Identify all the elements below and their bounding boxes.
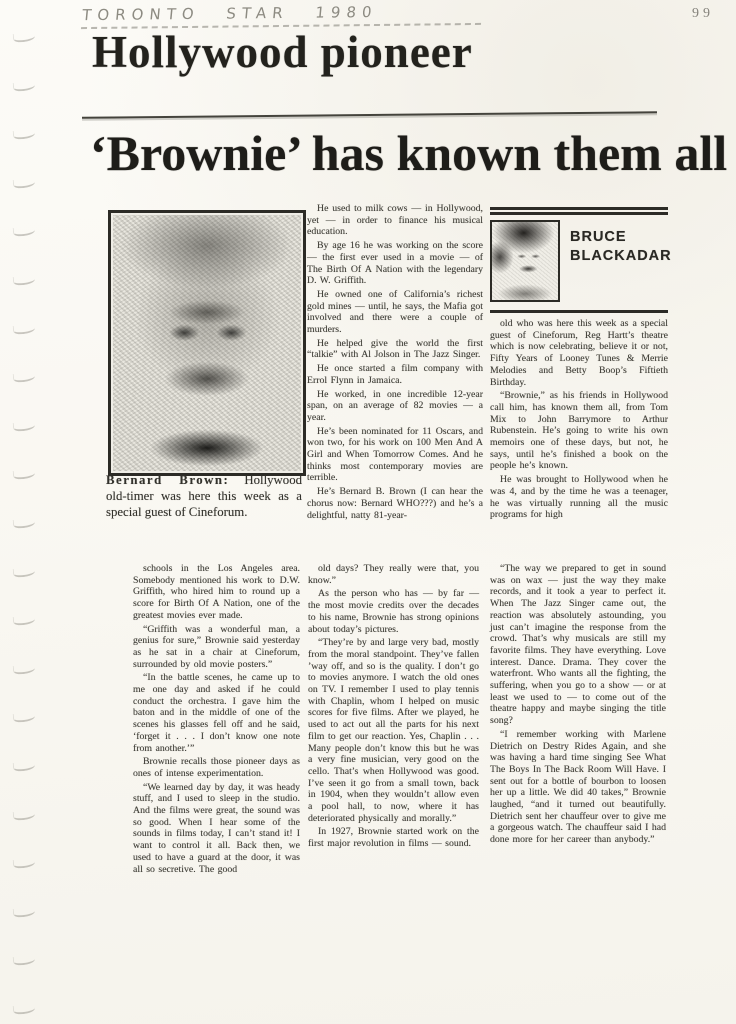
article-paragraph: old who was here this week as a special guest of Cineforum, Reg Hartt’s theatre which is now celebrating, believe it or not, Fifty Years of Looney Tunes & Merrie Melodies and Betty Boop’s Fiftieth Birthday.: [490, 318, 668, 388]
photo-caption-lead: Bernard Brown:: [106, 473, 230, 487]
article-paragraph: He used to milk cows — in Hollywood, yet — in order to finance his musical education.: [307, 203, 483, 238]
bernard-brown-photo: [108, 210, 306, 476]
article-paragraph: He was brought to Hollywood when he was 4, and by the time he was a teenager, he was virtually running all the music programs for high: [490, 474, 668, 521]
article-paragraph: He owned one of California’s richest gold mines — until, he says, the Mafia got involved and there were a couple of murders.: [307, 288, 483, 336]
headline-rule: [82, 111, 657, 119]
page-number: 99: [692, 6, 714, 21]
article-paragraph: “We learned day by day, it was heady stuff, and I used to sleep in the studio. And the films were great, the sound was so good. When I hear some of the sounds in films today, I can’t stand it! I want to control it all. Back then, we used to have a guard at the door, it was all so secretive. The good: [133, 781, 300, 875]
article-paragraph: “The way we prepared to get in sound was on wax — just the way they make records, and it took a year to perfect it. When The Jazz Singer came out, the reaction was absolutely astounding, you just can’t imagine the response from the crowd. That’s why musicals are still my favorite films. They have everything. Love interest. Dance. Drama. They cover the waterfront. Who wants all the fighting, the suffering, when you go to a show — or at least we used to — to come out of the theatre happy and maybe singing the title song?: [490, 563, 666, 727]
article-column-bottom-left: [133, 563, 300, 877]
article-paragraph: He once started a film company with Errol Flynn in Jamaica.: [307, 363, 483, 386]
kicker-headline: Hollywood pioneer: [92, 27, 473, 77]
byline-box: [490, 207, 672, 313]
article-paragraph: “Brownie,” as his friends in Hollywood call him, has known them all, from Tom Mix to John Barrymore to Arthur Rubenstein. He’s going to write his own memoirs one of these days, but not, he says, until he’s finished a book on the people he’s known.: [490, 390, 668, 472]
bernard-brown-portrait-halftone: [113, 215, 301, 471]
article-paragraph: As the person who has — by far — the most movie credits over the decades to his name, Brownie has strong opinions about today’s pictures.: [308, 588, 479, 635]
article-paragraph: In 1927, Brownie started work on the first major revolution in films — sound.: [308, 826, 479, 850]
byline-rule-bottom: [490, 310, 668, 313]
photo-caption-text: Hollywood old-timer was here this week as a special guest of Cineforum.: [106, 473, 302, 519]
article-paragraph: “Griffith was a wonderful man, a genius for sure,” Brownie said yesterday as he sat in a chair at Cineforum, surrounded by old movie posters.”: [133, 623, 300, 670]
article-column-bottom-right: [490, 563, 666, 848]
article-paragraph: “In the battle scenes, he came up to me one day and asked if he could conduct the orchestra. I gave him the baton and in the middle of one of the scenes his glasses fell off and he said, ‘forget it . . . I don’t know one note from another.’”: [133, 672, 300, 754]
article-paragraph: old days? They really were that, you know.”: [308, 563, 479, 586]
handwritten-annotation: TORONTO STAR 1980: [81, 2, 483, 29]
byline-last-name: BLACKADAR: [570, 248, 672, 264]
photo-caption: [106, 472, 302, 520]
article-paragraph: He’s Bernard B. Brown (I can hear the chorus now: Bernard WHO???) and he’s a delightful, natty 81-year-: [307, 486, 483, 521]
byline-rule-top: [490, 207, 668, 210]
article-paragraph: schools in the Los Angeles area. Somebody mentioned his work to D.W. Griffith, who hired him to round up a score for Birth Of A Nation, one of the greatest movies ever made.: [133, 563, 300, 621]
bruce-blackadar-portrait-halftone: [492, 222, 558, 300]
article-paragraph: “They’re by and large very bad, mostly from the moral standpoint. They’ve fallen ’way off, and so is the quality. I don’t go to movies anymore. I watch the old ones on TV. I remember I used to play tennis with Chaplin, whom I helped on music scores for five films. After we played, he used to act out all the parts for his next film to get our reaction. Yes, Chaplin . . . Many people don’t know this but he was a very fine musician, very good on the cello. That’s when Hollywood was good. I’ve seen it go from a small town, back in 1904, when they wouldn’t allow even a pool hall, to now, where it has deteriorated physically and morally.”: [308, 637, 479, 824]
main-headline: ‘Brownie’ has known them all: [90, 125, 728, 181]
bruce-blackadar-photo: [490, 220, 560, 302]
article-paragraph: Brownie recalls those pioneer days as ones of intense experimentation.: [133, 756, 300, 779]
article-paragraph: “I remember working with Marlene Dietrich on Destry Rides Again, and she was having a hard time singing See What The Boys In The Back Room Will Have. I sent out for a bottle of bourbon to loosen her up a little. We did 40 takes,” Brownie laughed, “and it turned out beautifully. Dietrich sent her chauffeur over to give me a gorgeous watch. The chauffeur said I had done more for her career than anybody.”: [490, 728, 666, 846]
article-column-middle: [307, 203, 483, 523]
article-paragraph: By age 16 he was working on the score — the first ever used in a movie — of The Birth Of A Nation with the legendary D. W. Griffith.: [307, 240, 483, 287]
article-column-right: [490, 318, 668, 523]
article-paragraph: He’s been nominated for 11 Oscars, and won two, for his work on 100 Men And A Girl and When Tomorrow Comes. And he thinks most contemporary movies are terrible.: [307, 425, 483, 484]
byline-first-name: BRUCE: [570, 229, 627, 245]
article-column-bottom-middle: [308, 563, 479, 852]
article-paragraph: He helped give the world the first “talkie” with Al Jolson in The Jazz Singer.: [307, 337, 483, 361]
article-paragraph: He worked, in one incredible 12-year span, on an average of 82 movies — a year.: [307, 388, 483, 423]
byline-name: [570, 220, 672, 266]
